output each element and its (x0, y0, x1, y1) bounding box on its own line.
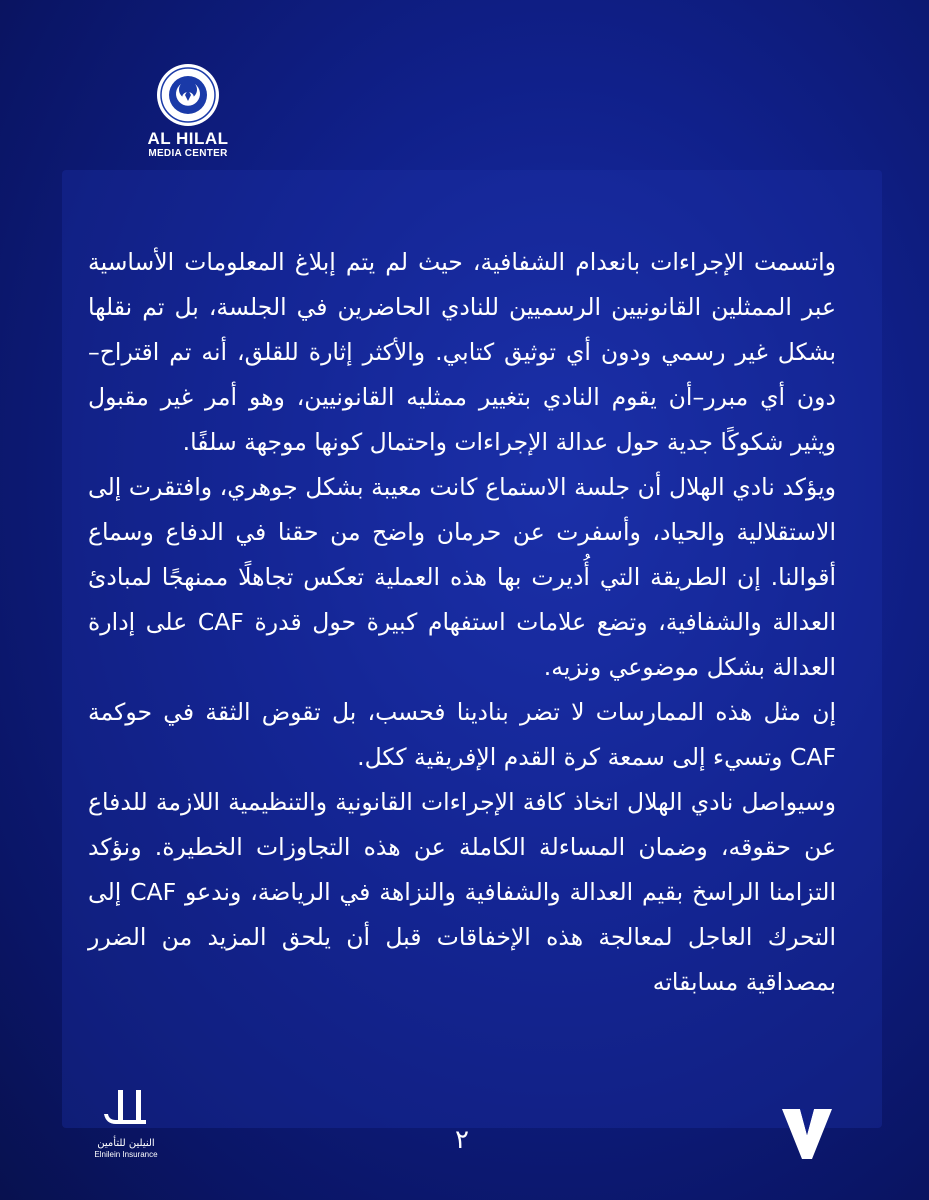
logo-title: AL HILAL (147, 129, 229, 148)
statement-body (88, 240, 836, 1005)
insurance-name-arabic: النيلين للتأمين (97, 1138, 155, 1149)
insurance-name-latin: Elnilein Insurance (94, 1150, 158, 1159)
logo-subtitle: MEDIA CENTER (148, 148, 228, 159)
al-hilal-seal-icon (155, 62, 221, 128)
paragraph-3: إن مثل هذه الممارسات لا تضر بنادينا فحسب، بل تقوض الثقة في حوكمة CAF وتسيء إلى سمعة كرة القدم الإفريقية ككل. (88, 698, 836, 771)
sponsor-v-logo-icon (778, 1105, 836, 1163)
elnilein-insurance-logo (86, 1086, 166, 1160)
elnilein-insurance-icon (98, 1086, 154, 1134)
paragraph-2: ويؤكد نادي الهلال أن جلسة الاستماع كانت معيبة بشكل جوهري، وافتقرت إلى الاستقلالية والحياد، وأسفرت عن حرمان واضح من حقنا في الدفاع وسماع أقوالنا. إن الطريقة التي أُديرت بها هذه العملية تعكس تجاهلًا ممنهجًا لمبادئ العدالة والشفافية، وتضع علامات استفهام كبيرة حول قدرة CAF على إدارة العدالة بشكل موضوعي ونزيه. (88, 473, 836, 681)
paragraph-1: واتسمت الإجراءات بانعدام الشفافية، حيث لم يتم إبلاغ المعلومات الأساسية عبر الممثلين القانونيين الرسميين للنادي الحاضرين في الجلسة، بل تم نقلها بشكل غير رسمي ودون أي توثيق كتابي. والأكثر إثارة للقلق، أنه تم اقتراح–دون أي مبرر–أن يقوم النادي بتغيير ممثليه القانونيين، وهو أمر غير مقبول ويثير شكوكًا جدية حول عدالة الإجراءات واحتمال كونها موجهة سلفًا. (88, 248, 836, 456)
al-hilal-media-logo (138, 62, 238, 160)
paragraph-4: وسيواصل نادي الهلال اتخاذ كافة الإجراءات القانونية والتنظيمية اللازمة للدفاع عن حقوقه، وضمان المساءلة الكاملة عن هذه التجاوزات الخطيرة. ونؤكد التزامنا الراسخ بقيم العدالة والشفافية والنزاهة في الرياضة، وندعو CAF إلى التحرك العاجل لمعالجة هذه الإخفاقات قبل أن يلحق المزيد من الضرر بمصداقية مسابقاته (88, 788, 836, 996)
page-number: ٢ (455, 1125, 469, 1155)
